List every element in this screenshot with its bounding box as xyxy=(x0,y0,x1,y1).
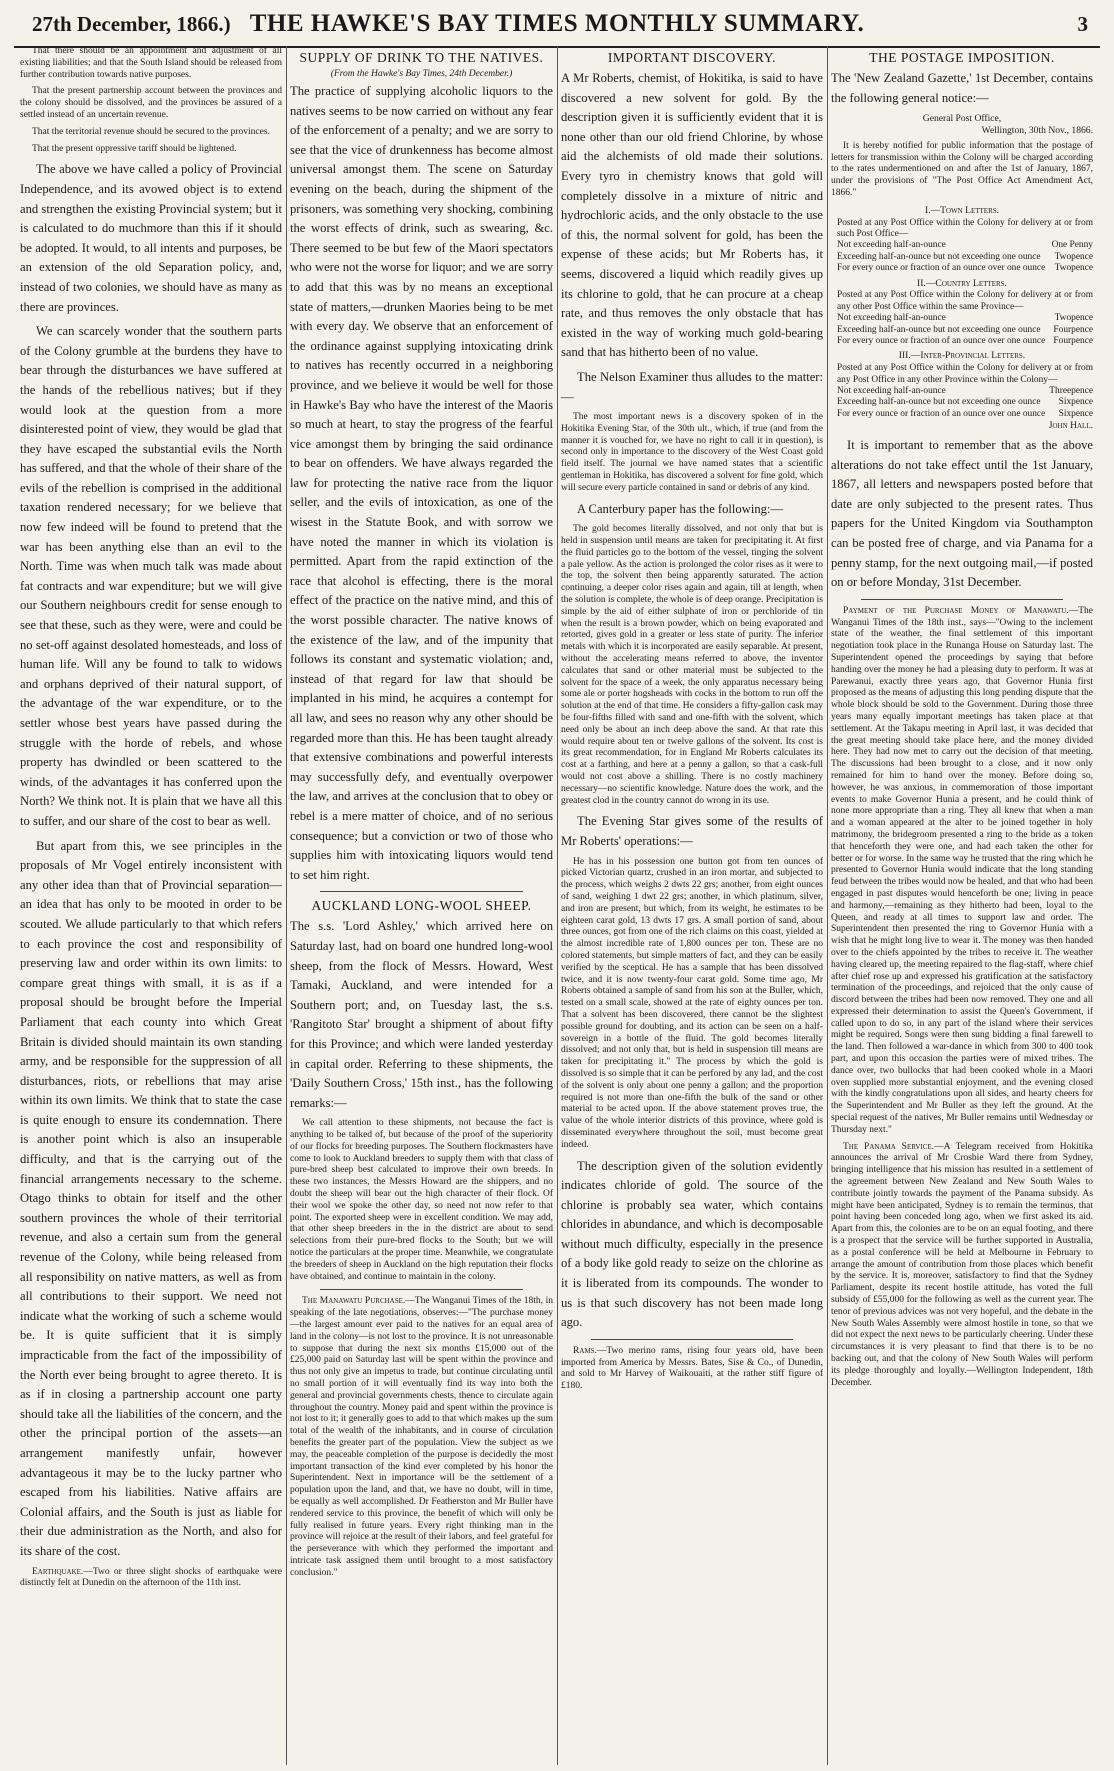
column-4 xyxy=(831,46,1093,1765)
column-rule xyxy=(286,46,287,1765)
column-rule xyxy=(557,46,558,1765)
item-text: —A Telegram received from Hokitika announces the arrival of Mr Crosbie Ward there from Sydney, bringing intelligence that his mission has resulted in a settlement of the agreement between New Zealand and New South Wales to contribute jointly towards the payment of the Panama subsidy. As might have been anticipated, Sydney is to remain the terminus, that point having been conceded long ago, when we first asked its aid. Apart from this, the colonies are to be on an equal footing, and there is a prospect that the service will be further supported in Australia, as a postal conference will be held at Melbourne in February to arrange the amount of contribution from those places which benefit by the service. It is, moreover, satisfactory to find that the Sydney Parliament, despite its recent hostile attitude, has voted the full subsidy of £55,000 for the following as well as the current year. The tenor of previous advices was not very hopeful, and the debate in the New South Wales Assembly were almost hostile in tone, so that we did not expect the next news to be particularly cheering. Under these circumstances it is very pleasant to find that there is to be no backing out, and that the colony of New South Wales will perform its pledge thoroughly and loyally.—Wellington Independent, 18th December. xyxy=(831,1141,1093,1388)
item-text: —The Wanganui Times of the 18th, in speaking of the late negotiations, observes:—"The purchase money—the largest amount ever paid to the natives for an equal area of land in the colony—is not lost to the province. It is not unreasonable to suppose that during the next six months £15,000 out of the £25,000 paid on Saturday last will be spent within the province and thus not only give an impetus to trade, but continue circulating until no small portion of it will eventually find its way into both the general and provincial governments chests, thence to circulate again throughout the country. Money paid and spent within the province is not lost to it; it generally goes to add to that which makes up the sum total of the wealth of the inhabitants, and in course of circulation benefits the greater part of the population. View the subject as we may, the peaceable completion of the purpose is decidedly the most important transaction of the kind ever completed by his honor the Superintendent. Next in importance will be the settlement of a population upon the land, and that, we have no doubt, will in time, be equally as well accomplished. Dr Featherston and Mr Buller have rendered service to this province, the benefit of which will only be fully realised in future years. Every right thinking man in the province will rejoice at the result of their labors, and feel grateful for the perseverance with which they performed the important and intricate task assigned them until brought to a most satisfactory conclusion." xyxy=(290,1296,553,1578)
rate-section-intro: Posted at any Post Office within the Colony for delivery at or from any Post Office in any other Province within the Colony— xyxy=(837,363,1093,385)
divider xyxy=(320,1289,523,1290)
article-paragraph: But apart from this, we see principles in the proposals of Mr Vogel entirely inconsistent with any other idea than that of Provincial separation—an idea that has only to be mooted in order to be scouted. We allude particularly to that which refers to each province the cost and responsibility of preserving law and order within its own limits: to compare great things with small, it is as if a proposal should be brought before the Imperial Parliament that each county into which Great Britain is divided should maintain its own standing army, and be responsible for the suppression of all disturbances, riots, or rebellions that may arise within its own limits. We think that to state the case is quite enough to ensure its condemnation. There is another point which is also an insuperable difficulty, and that is the carrying out of the financial arrangements necessary to the scheme. Otago thinks to obtain for itself and the other southern provinces the whole of their territorial revenue, and also a certain sum from the general revenue of the Colony, while being released from all responsibility on native matters, as well as from all contributions to their support. We need not indicate what the working of such a scheme would be. It is quite sufficient that it is simply impracticable from the fact of the impossibility of the North ever being brought to agree thereto. It is as if in closing a partnership account one party should take all the liabilities of the concern, and the other the principal portion of the assets—an arrangement manifestly unfair, however advantageous it may be to the lucky partner who escaped from his liabilities. Native affairs are Colonial affairs, and the South is just as liable for their due administration as the North, and also for its share of the cost. xyxy=(20,838,282,1558)
rate-row: For every ounce or fraction of an ounce over one ounce Sixpence xyxy=(837,408,1093,419)
rate-section-heading: III.—Inter-Provincial Letters. xyxy=(898,350,1026,362)
resolution: That there should be an appointment and adjustment of all existing liabilities; and that the South Island should be released from further contribution towards native purposes. xyxy=(20,46,282,80)
rate-section-heading: I.—Town Letters. xyxy=(924,204,1000,216)
quoted-text: The gold becomes literally dissolved, and not only that but is held in suspension until means are taken for precipitating it. At first the fluid particles go to the bottom of the vessel, tinging the solvent a pale yellow. As the action is prolonged the color rises as it were to the top, the solvent then being apparently saturated. The action continuing, a deeper color rises again and again, till at length, when the solution is complete, the whole is of deep orange. Precipitation is simple by the aid of either sulphate of iron or perchloride of tin when the result is a brown powder, which on being evaporated and retorted, gives gold in a greater or less state of purity. The inferior metals with which it is incorporated are easily separable. At present, without the accelerating means referred to above, the inventor calculates that sand or other material must be subjected to the solvent for the space of a week, the only apparatus necessary being some ale or porter hogsheads with cocks in the bottom to run off the solution at the end of that time. He considers a fifty-gallon cask may be four-fifths filled with sand and one-fifth with the solvent, which need only be about an inch deep above the sand. At that rate this would require about ten or twelve gallons of the solvent. Its cost is its great recommendation, for in England Mr Roberts calculates its cost at a farthing, and here at a penny a gallon, so that a cask-full would not cost above a shilling. There is no costly machinery necessary—no scientific knowledge. Nature does the work, and the greatest clod in the country cannot do wrong in its use. xyxy=(561,524,823,806)
article-paragraph: The 'New Zealand Gazette,' 1st December, contains the following general notice:— xyxy=(831,71,1093,105)
item-text: —Two merino rams, rising four years old, have been imported from America by Messrs. Bates, Sise & Co., of Dunedin, and sold to Mr Harvey of Waikouaiti, at the rather stiff figure of £180. xyxy=(561,1345,823,1392)
rate-row: Not exceeding half-an-ounce Threepence xyxy=(837,386,1093,397)
resolution: That the present oppressive tariff should be lightened. xyxy=(32,143,237,154)
notice-signature: John Hall. xyxy=(1048,420,1093,432)
article-source: (From the Hawke's Bay Times, 24th December.) xyxy=(330,69,513,79)
notice-office: General Post Office, xyxy=(922,113,1002,125)
article-title-discovery: IMPORTANT DISCOVERY. xyxy=(607,50,777,65)
post-office-notice xyxy=(831,113,1093,432)
item-heading: The Panama Service. xyxy=(843,1141,935,1152)
article-paragraph: The Nelson Examiner thus alludes to the matter:— xyxy=(561,369,823,404)
item-text: —Two or three slight shocks of earthquake were distinctly felt at Dunedin on the afternoon of the 11th inst. xyxy=(20,1566,282,1589)
rate-row: Not exceeding half-an-ounce One Penny xyxy=(837,240,1093,251)
item-heading: Earthquake. xyxy=(32,1566,84,1577)
article-title-wool: AUCKLAND LONG-WOOL SHEEP. xyxy=(311,898,532,914)
notice-text: It is hereby notified for public information that the postage of letters for transmission within the Colony will be charged according to the rates undermentioned on and after the 1st of January, 1867, under the provisions of "The Post Office Act Amendment Act, 1866." xyxy=(831,140,1093,198)
article-paragraph: It is important to remember that as the above alterations do not take effect until the 1st January, 1867, all letters and newspapers posted before that date are only subjected to the present rates. Thus papers for the United Kingdom via Southampton can be posted free of charge, and via Panama for a penny stamp, for the next outgoing mail,—if posted on or before Monday, 31st December. xyxy=(831,438,1093,590)
divider xyxy=(591,1339,793,1340)
rate-section-heading: II.—Country Letters. xyxy=(917,277,1007,289)
column-rule xyxy=(827,46,828,1765)
notice-date: Wellington, 30th Nov., 1866. xyxy=(981,124,1093,136)
column-3 xyxy=(561,46,823,1765)
rate-row: Exceeding half-an-ounce but not exceeding one ounce Sixpence xyxy=(837,397,1093,408)
article-title-postage: THE POSTAGE IMPOSITION. xyxy=(869,50,1055,65)
column-1 xyxy=(20,46,282,1765)
article-paragraph: The description given of the solution evidently indicates chloride of gold. The source of the chlorine is probably sea water, which contains chlorides in abundance, and which is decomposable without much difficulty, especially in the presence of a body like gold ready to seize on the chlorine as it is liberated from its compounds. The wonder to us is that such discovery has not been made long ago. xyxy=(561,1158,823,1330)
article-paragraph: The Evening Star gives some of the results of Mr Roberts' operations:— xyxy=(561,814,823,848)
quoted-text: We call attention to these shipments, not because the fact is anything to be talked of, but because of the proof of the superiority of our flocks for breeding purposes. The Southern flockmasters have come to look to Auckland breeders to supply them with that class of pure-bred sheep best calculated to improve their own breeds. In these two instances, the Messrs Howard are the shippers, and no doubt the sheep will bear out the high character of their flock. Of their wool we spoke the other day, so need not now refer to that point. The exported sheep were in excellent condition. We may add, that other sheep breeders in the in the district are about to send selections from their pure-bred flocks to the South; but we will notice the particulars at the proper time. Meanwhile, we congratulate the breeders of sheep in Auckland on the high reputation their flocks have obtained, and continue to maintain in the colony. xyxy=(290,1118,553,1282)
rate-section-intro: Posted at any Post Office within the Colony for delivery at or from any other Post Office within the same Province— xyxy=(837,290,1093,312)
masthead xyxy=(14,6,1100,48)
article-paragraph: We can scarcely wonder that the southern parts of the Colony grumble at the burdens they have to bear through the disturbances we have suffered at the hands of the rebellious natives; but if they would look at the question from a more disinterested point of view, they would be glad that they have escaped the substantial evils the North has suffered, and that the whole of their share of the evils of the rebellion is comprised in the additional taxation rendered necessary; for we believe that now few indeed will be found to pretend that the war has been anything else than an evil to the North. Time was when much talk was made about fat contracts and war expenditure; but we will give our Southern neighbours credit for sense enough to see that these, such as they were, were and could be no set-off against desolated homesteads, and loss of human life. Will any be found to talk to widows and orphans deprived of their natural support, of the advantage of the war expenditure, or to the settler whose best years have passed during the struggle with the horde of rebels, and whose property has dwindled or been scattered to the winds, of the advantages it has conferred upon the North? We think not. It is plain that we have all this to suffer, and our share of the cost to bear as well. xyxy=(20,324,282,828)
issue-date: 27th December, 1866.) xyxy=(32,12,231,36)
rams-item xyxy=(561,1346,823,1393)
article-paragraph: The s.s. 'Lord Ashley,' which arrived here on Saturday last, had on board one hundred long-wool sheep, from the flock of Messrs. Howard, West Tamaki, Auckland, and were intended for a Southern port; and, on Tuesday last, the s.s. 'Rangitoto Star' brought a shipment of about fifty for this Province; and which were landed yesterday in capital order. Referring to these shipments, the 'Daily Southern Cross,' 15th inst., has the following remarks:— xyxy=(290,919,553,1110)
divider xyxy=(320,891,523,892)
payment-item xyxy=(831,606,1093,1137)
rate-section-intro: Posted at any Post Office within the Colony for delivery at or from such Post Office— xyxy=(837,217,1093,239)
item-heading: Payment of the Purchase Money of Manawatu. xyxy=(843,605,1069,616)
earthquake-item xyxy=(20,1567,282,1591)
rate-row: Exceeding half-an-ounce but not exceeding one ounce Fourpence xyxy=(837,324,1093,335)
item-heading: The Manawatu Purchase. xyxy=(302,1296,406,1307)
newspaper-title: THE HAWKE'S BAY TIMES MONTHLY SUMMARY. xyxy=(249,10,865,37)
article-paragraph: A Canterbury paper has the following:— xyxy=(577,501,784,516)
resolution: That the present partnership account between the provinces and the colony should be dissolved, and the provinces be assured of a settled instead of an uncertain revenue. xyxy=(20,86,282,120)
article-paragraph: A Mr Roberts, chemist, of Hokitika, is said to have discovered a new solvent for gold. By the description given it is sufficiently evident that it is none other than our old friend Chlorine, by whose aid the alchemists of old made their solutions. Every tyro in chemistry knows that gold will completely dissolve in a mixture of nitric and hydrochloric acids, and the only obstacle to the use of this, the normal solvent for gold, has been the expense of these acids; but Mr Roberts has, it seems, discovered a liquid which readily gives up its chlorine to gold, that he can procure at a cheap rate, and thus removes the only obstacle that has existed in the way of working much gold-bearing sand that has hitherto been of no value. xyxy=(561,71,823,360)
article-paragraph: The above we have called a policy of Provincial Independence, and its avowed object is to extend and strengthen the existing Provincial system; but it is calculated to do muchmore than this if it should be adopted. It would, to all intents and purposes, be an extension of the old Separation policy, and, instead of two colonies, we should have as many as there are provinces. xyxy=(20,162,282,314)
divider xyxy=(861,599,1063,600)
quoted-text: The most important news is a discovery spoken of in the Hokitika Evening Star, of the 30th ult., which, if true (and from the manner it is vouched for, we have no right to call it in question), is second only in importance to the discovery of the West Coast gold field itself. The journal we have named states that a scientific gentleman in Hokitika, has discovered a solvent for fine gold, which will secure every particle contained in sand or debris of any kind. xyxy=(561,412,823,493)
item-text: —The Wanganui Times of the 18th inst., says—"Owing to the inclement state of the weather, the final settlement of this important negotiation took place in the Runanga House on Saturday last. The Superintendent opened the proceedings by saying that before handing over the money he had a pleasing duty to perform. It was at Parewanui, exactly three years ago, that Governor Hunia first proposed as the means of adjusting this long pending dispute that the whole block should be sold to the Government. During those three years many equally important meetings has taken place at that settlement. At the Takapu meeting in April last, it was decided that the great meeting should take place here, and the money divided here. They had now met to carry out the decision of that meeting. The discussions had been brought to a close, and it now only remained for him to hand over the money. Before doing so, however, he was anxious, in commemoration of those important events to make Governor Hunia a present, and he could think of none more appropriate than a ring. They all knew that when a man and a woman appeared at the alter to be joined together in holy matrimony, the bridegroom presented a ring to the bride as a token that henceforth they were one, and had each taken the other for better or for worse. In the same way he trusted that the ring which he presented to Governor Hunia would indicate that the long standing feud between the tribes would now be healed, and that who had been engaged in past disputes would henceforth be one; living in peace and harmony,—remaining as they hitherto had been, loyal to the Queen, and ready at all times to support law and order. The Superintendent then presented the ring to Governor Hunia with a wish that he might long live to wear it. The money was then handed over to the chiefs appointed by the tribes to receive it. The weather having cleared up, the meeting repaired to the flag-staff, where chief after chief rose up and expressed his gratification at the satisfactory termination of the proceedings, and rejoiced that the only cause of discord between the tribes had been now removed. They one and all expressed their determination to assist the Queen's Government, if called upon to do so, in any part of the island where their services might be required. Songs were then sung bidding a final farewell to the land. Then followed a war-dance in which from 300 to 400 took part, and upon this occasion the parties were of mixed tribes. The dance over, two bullocks that had been cooked whole in a Maori oven supplied more substantial enjoyment, and the evening closed with the kindly congratulations upon all sides, and hearty cheers for the Superintendent and Mr Buller as they left the ground. At the special request of the natives, Mr Buller remains until Wednesday or Thursday next." xyxy=(831,605,1093,1135)
quoted-text: He has in his possession one button got from ten ounces of picked Victorian quartz, crushed in an iron mortar, and subjected to the process, which weighs 2 dwts 22 grs; another, from eight ounces of sand, weighing 1 dwt 22 grs; another, in which platinum, silver, and iron are present, but which, from its weight, he estimates to be eighteen carat gold, 13 dwts 17 grs. A small portion of sand, about three ounces, got from one of the rich claims on this coast, yielded at the almost incredible rate of 1,800 ounces per ton. These are no colored statements, but simple matters of fact, and they can be easily verified by the sceptical. He has a sample that has been dissolved twice, and it is now twenty-four carat gold. Some time ago, Mr Roberts obtained a sample of sand from his son at the Buller, which, tested on a small scale, showed at the rate of eighty ounces per ton. That a solvent has been discovered, there cannot be the slightest possible ground for doubting, and its action can be seen on a half-sovereign in a bottle of the fluid. The gold becomes literally dissolved; and not only that, but is held in suspension till means are taken for precipitating it." The process by which the gold is dissolved is so simple that it can be perfored by any lad, and the cost of the solvent is only about one penny a gallon; and the proportion required is not more than one-fifth the bulk of the sand or other material to be acted upon. If the above statement proves true, the value of the whole interior districts of this province, where gold is disseminated everywhere throughout the soil, must become great indeed. xyxy=(561,856,823,1150)
rate-row: For every ounce or fraction of an ounce over one ounce Twopence xyxy=(837,263,1093,274)
column-2 xyxy=(290,46,553,1765)
rate-row: Exceeding half-an-ounce but not exceeding one ounce Twopence xyxy=(837,251,1093,262)
article-title-drink: SUPPLY OF DRINK TO THE NATIVES. xyxy=(299,50,544,65)
manawatu-item xyxy=(290,1296,553,1579)
page-number: 3 xyxy=(1077,12,1088,36)
article-paragraph: The practice of supplying alcoholic liquors to the natives seems to be now carried on without any fear of the enforcement of a penalty; and we are sorry to see that the vice of drunkenness has become almost universal amongst them. The scene on Saturday evening on the beach, during the shipment of the prisoners, was something very shocking, combining the worst effects of drink, such as swearing, &c. There seemed to be but few of the Maori spectators who were not the worse for liquor; and we are sorry to add that this was by no means an exceptional state of matters,—drunken Maories being to be met with every day. We observe that an enforcement of the ordinance against supplying intoxicating drink to natives has recently occurred in a neighboring province, and we believe it would be well for those in Hawke's Bay who have the interest of the Maoris so much at heart, to stay the progress of the fearful vice amongst them by bringing the said ordinance to bear on offenders. We have always regarded the law for protecting the native race from the liquor seller, and the evils of intoxication, as one of the wisest in the Statute Book, and with sorrow we have noted the manner in which its violation is permitted. Apart from the rapid extinction of the race that alcohol is effecting, there is the moral effect of the practice on the native mind, and this of the worst possible character. The native knows of the existence of the law, and of the impunity that follows its constant and systematic violation; and, instead of that regard for law that should be implanted in his mind, he acquires a contempt for all law, and sees no reason why any other should be regarded more than this. He has been taught already that extensive combinations and powerful interests may successfully defy, and eventually overpower the law, and arrives at the conclusion that to obey or rebel is a mere matter of choice, and of no serious consequence; but a conviction or two of those who supplies him with intoxicating liquors would tend to set him right. xyxy=(290,84,553,882)
panama-item xyxy=(831,1142,1093,1390)
rate-row: Not exceeding half-an-ounce Twopence xyxy=(837,313,1093,324)
item-heading: Rams. xyxy=(573,1345,597,1356)
resolution: That the territorial revenue should be secured to the provinces. xyxy=(32,126,270,137)
rate-row: For every ounce or fraction of an ounce over one ounce Fourpence xyxy=(837,336,1093,347)
